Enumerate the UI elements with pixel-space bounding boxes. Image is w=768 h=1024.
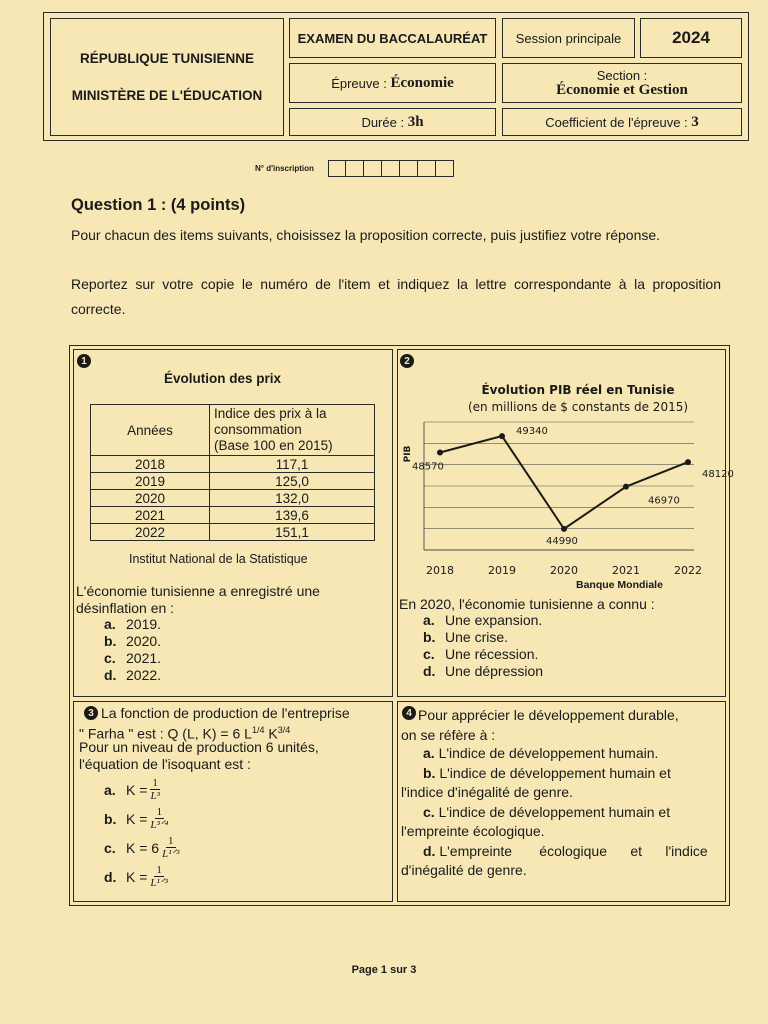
- item2-number-icon: 2: [400, 354, 414, 368]
- item4-line2: on se réfère à :: [401, 727, 496, 743]
- chart-data-label: 49340: [516, 426, 548, 438]
- cpi-value: 125,0: [210, 473, 375, 490]
- inscription-digit-box[interactable]: [400, 160, 418, 177]
- option-letter: b.: [104, 633, 117, 649]
- item3-function-k: K: [264, 725, 278, 742]
- inscription-field[interactable]: [328, 160, 454, 177]
- option-c[interactable]: [104, 833, 179, 862]
- table-row: [91, 490, 375, 507]
- option-letter: c.: [423, 803, 435, 820]
- option-text: Une dépression: [445, 663, 544, 679]
- ministry-label: MINISTÈRE DE L'ÉDUCATION: [71, 88, 263, 103]
- chart-point: [499, 433, 505, 439]
- inscription-digit-box[interactable]: [364, 160, 382, 177]
- table-row: [91, 524, 375, 541]
- chart-data-label: 48120: [702, 469, 734, 481]
- inscription-digit-box[interactable]: [328, 160, 346, 177]
- item3-exp-labor: 1/4: [251, 725, 265, 735]
- option-letter: b.: [423, 764, 436, 781]
- duree-value: 3h: [407, 113, 424, 130]
- cpi-year: 2020: [91, 490, 210, 507]
- cpi-table: [90, 404, 375, 541]
- page-footer: Page 1 sur 3: [351, 964, 417, 976]
- option-letter: c.: [104, 839, 116, 856]
- epreuve-box: [289, 63, 496, 103]
- fraction-denominator: L³ᐟ⁴: [150, 819, 169, 831]
- table-row: [91, 473, 375, 490]
- option-text: K = 6: [126, 839, 160, 856]
- item2-source: Banque Mondiale: [576, 579, 663, 591]
- option-d[interactable]: [104, 667, 161, 684]
- cpi-year: 2019: [91, 473, 210, 490]
- option-letter: a.: [104, 781, 116, 798]
- chart-series-line: [440, 436, 688, 529]
- chart-x-tick: 2021: [612, 564, 640, 577]
- cpi-year: 2022: [91, 524, 210, 541]
- question-instructions: Pour chacun des items suivants, choisissez la proposition correcte, puis justifiez votre réponse.: [71, 227, 661, 243]
- inscription-digit-box[interactable]: [436, 160, 454, 177]
- item1-source: Institut National de la Statistique: [129, 552, 308, 566]
- option-text: 2022.: [126, 667, 162, 683]
- section-value: Économie et Gestion: [556, 82, 688, 98]
- cpi-value: 151,1: [210, 524, 375, 541]
- option-text: L'indice de développement humain.: [438, 745, 659, 761]
- option-text: 2020.: [126, 633, 162, 649]
- item1-title: Évolution des prix: [164, 371, 282, 386]
- inscription-label: N° d'inscription: [255, 164, 314, 173]
- chart-point: [623, 484, 629, 490]
- chart-data-label: 44990: [546, 535, 578, 547]
- table-row: [91, 456, 375, 473]
- option-letter: c.: [423, 646, 435, 662]
- option-b[interactable]: [401, 764, 719, 784]
- option-text: L'indice de développement humain et: [438, 803, 671, 820]
- option-d[interactable]: [104, 862, 179, 891]
- option-text: L'indice de développement humain et: [439, 764, 671, 781]
- cpi-value: 132,0: [210, 490, 375, 507]
- option-letter: a.: [423, 745, 435, 761]
- option-letter: d.: [104, 667, 117, 683]
- chart-data-label: 48570: [412, 461, 444, 473]
- cpi-header-line2: consommation: [214, 422, 302, 437]
- cpi-header-years: Années: [91, 405, 210, 456]
- option-a[interactable]: [401, 744, 719, 764]
- option-letter: a.: [423, 612, 435, 628]
- session-label: Session principale: [502, 18, 635, 58]
- chart-point: [685, 459, 691, 465]
- chart-x-tick: 2019: [488, 564, 516, 577]
- duree-label: Durée :: [361, 114, 405, 130]
- item1-options: [104, 616, 161, 684]
- option-a[interactable]: [104, 616, 161, 633]
- item4-number-icon: 4: [402, 706, 416, 720]
- ministry-box: [50, 18, 284, 136]
- fraction-numerator: 1: [156, 806, 163, 818]
- coef-value: 3: [691, 113, 699, 130]
- epreuve-value: Économie: [390, 74, 454, 91]
- cpi-header-row: [91, 405, 375, 456]
- option-letter: b.: [104, 810, 117, 827]
- option-fraction: [162, 835, 179, 860]
- option-letter: d.: [104, 868, 117, 885]
- chart-x-tick: 2018: [426, 564, 454, 577]
- cpi-header-index: [210, 405, 375, 456]
- republic-label: RÉPUBLIQUE TUNISIENNE: [79, 51, 255, 66]
- year-label: 2024: [640, 18, 742, 58]
- option-c[interactable]: [423, 646, 543, 663]
- option-d[interactable]: [401, 842, 719, 862]
- option-text: K =: [126, 868, 148, 885]
- option-letter: b.: [423, 629, 436, 645]
- fraction-denominator: L³: [150, 790, 160, 802]
- inscription-digit-box[interactable]: [418, 160, 436, 177]
- fraction-numerator: 1: [152, 777, 158, 789]
- duree-box: [289, 108, 496, 136]
- coef-label: Coefficient de l'épreuve :: [545, 114, 688, 130]
- option-fraction: [150, 864, 167, 889]
- item3-exp-capital: 3/4: [277, 725, 291, 735]
- chart-point: [561, 526, 567, 532]
- fraction-denominator: L¹ᐟ³: [162, 848, 180, 860]
- option-c[interactable]: [104, 650, 161, 667]
- inscription-digit-box[interactable]: [346, 160, 364, 177]
- exam-title: EXAMEN DU BACCALAURÉAT: [289, 18, 496, 58]
- table-row: [91, 507, 375, 524]
- item1-stem-line2: désinflation en :: [76, 600, 175, 616]
- item1-stem-line1: L'économie tunisienne a enregistré une: [76, 583, 320, 599]
- item2-stem: En 2020, l'économie tunisienne a connu :: [399, 596, 655, 612]
- option-letter: a.: [104, 616, 116, 632]
- section-box: [502, 63, 742, 103]
- cpi-value: 117,1: [210, 456, 375, 473]
- item3-options: [104, 775, 179, 891]
- inscription-digit-box[interactable]: [382, 160, 400, 177]
- option-b[interactable]: [104, 633, 161, 650]
- epreuve-label: Épreuve :: [331, 75, 387, 91]
- item4-line1: Pour apprécier le développement durable,: [418, 707, 679, 723]
- gdp-line-chart: [398, 376, 734, 592]
- option-fraction: [150, 806, 168, 831]
- coef-box: [502, 108, 742, 136]
- option-d[interactable]: [423, 663, 543, 680]
- cpi-header-line1: Indice des prix à la: [214, 406, 327, 421]
- option-text: K =: [126, 810, 148, 827]
- question-reporting: Reportez sur votre copie le numéro de l'item et indiquez la lettre correspondante à la proposition correcte.: [71, 276, 721, 317]
- option-b[interactable]: [423, 629, 543, 646]
- chart-data-label: 46970: [648, 495, 680, 507]
- cpi-year: 2021: [91, 507, 210, 524]
- option-a[interactable]: [423, 612, 543, 629]
- chart-subtitle: (en millions de $ constants de 2015): [467, 400, 689, 414]
- chart-x-tick: 2020: [550, 564, 578, 577]
- cpi-year: 2018: [91, 456, 210, 473]
- chart-x-tick: 2022: [674, 564, 702, 577]
- fraction-numerator: 1: [156, 864, 162, 876]
- option-text: 2021.: [126, 650, 162, 666]
- option-text: Une crise.: [445, 629, 509, 645]
- option-text: 2019.: [126, 616, 162, 632]
- cpi-value: 139,6: [210, 507, 375, 524]
- item3-line1: La fonction de production de l'entreprise: [101, 705, 350, 721]
- section-label: Section :: [596, 68, 648, 83]
- option-letter: d.: [423, 842, 436, 859]
- item2-options: [423, 612, 543, 680]
- item4-options: [401, 744, 719, 881]
- option-text: Une expansion.: [445, 612, 543, 628]
- option-b-continued: l'indice d'inégalité de genre.: [401, 784, 573, 800]
- option-fraction: [150, 777, 160, 802]
- item3-function-text: " Farha " est : Q (L, K) = 6 L: [79, 725, 252, 742]
- option-letter: c.: [104, 650, 116, 666]
- item3-line4: l'équation de l'isoquant est :: [79, 756, 251, 772]
- option-c-continued: l'empreinte écologique.: [401, 823, 545, 839]
- option-d-continued: d'inégalité de genre.: [401, 862, 527, 878]
- fraction-numerator: 1: [168, 835, 174, 847]
- item1-number-icon: 1: [77, 354, 91, 368]
- fraction-denominator: L¹ᐟ³: [150, 877, 168, 889]
- chart-x-ticks: [426, 564, 702, 577]
- item1-stem: [76, 583, 320, 617]
- cpi-header-line3: (Base 100 en 2015): [214, 438, 333, 453]
- option-text: K =: [126, 781, 148, 798]
- item3-number-icon: 3: [84, 706, 98, 720]
- option-text: L'empreinte écologique et l'indice: [439, 842, 708, 859]
- chart-grid: [424, 422, 694, 550]
- option-b[interactable]: [104, 804, 179, 833]
- question-title: Question 1 : (4 points): [71, 196, 246, 214]
- chart-y-label: PIB: [403, 445, 413, 463]
- chart-point: [437, 450, 443, 456]
- chart-title: Évolution PIB réel en Tunisie: [481, 383, 675, 397]
- option-letter: d.: [423, 663, 436, 679]
- option-c[interactable]: [401, 803, 719, 823]
- option-text: Une récession.: [445, 646, 539, 662]
- item3-line3: Pour un niveau de production 6 unités,: [79, 739, 319, 755]
- option-a[interactable]: [104, 775, 179, 804]
